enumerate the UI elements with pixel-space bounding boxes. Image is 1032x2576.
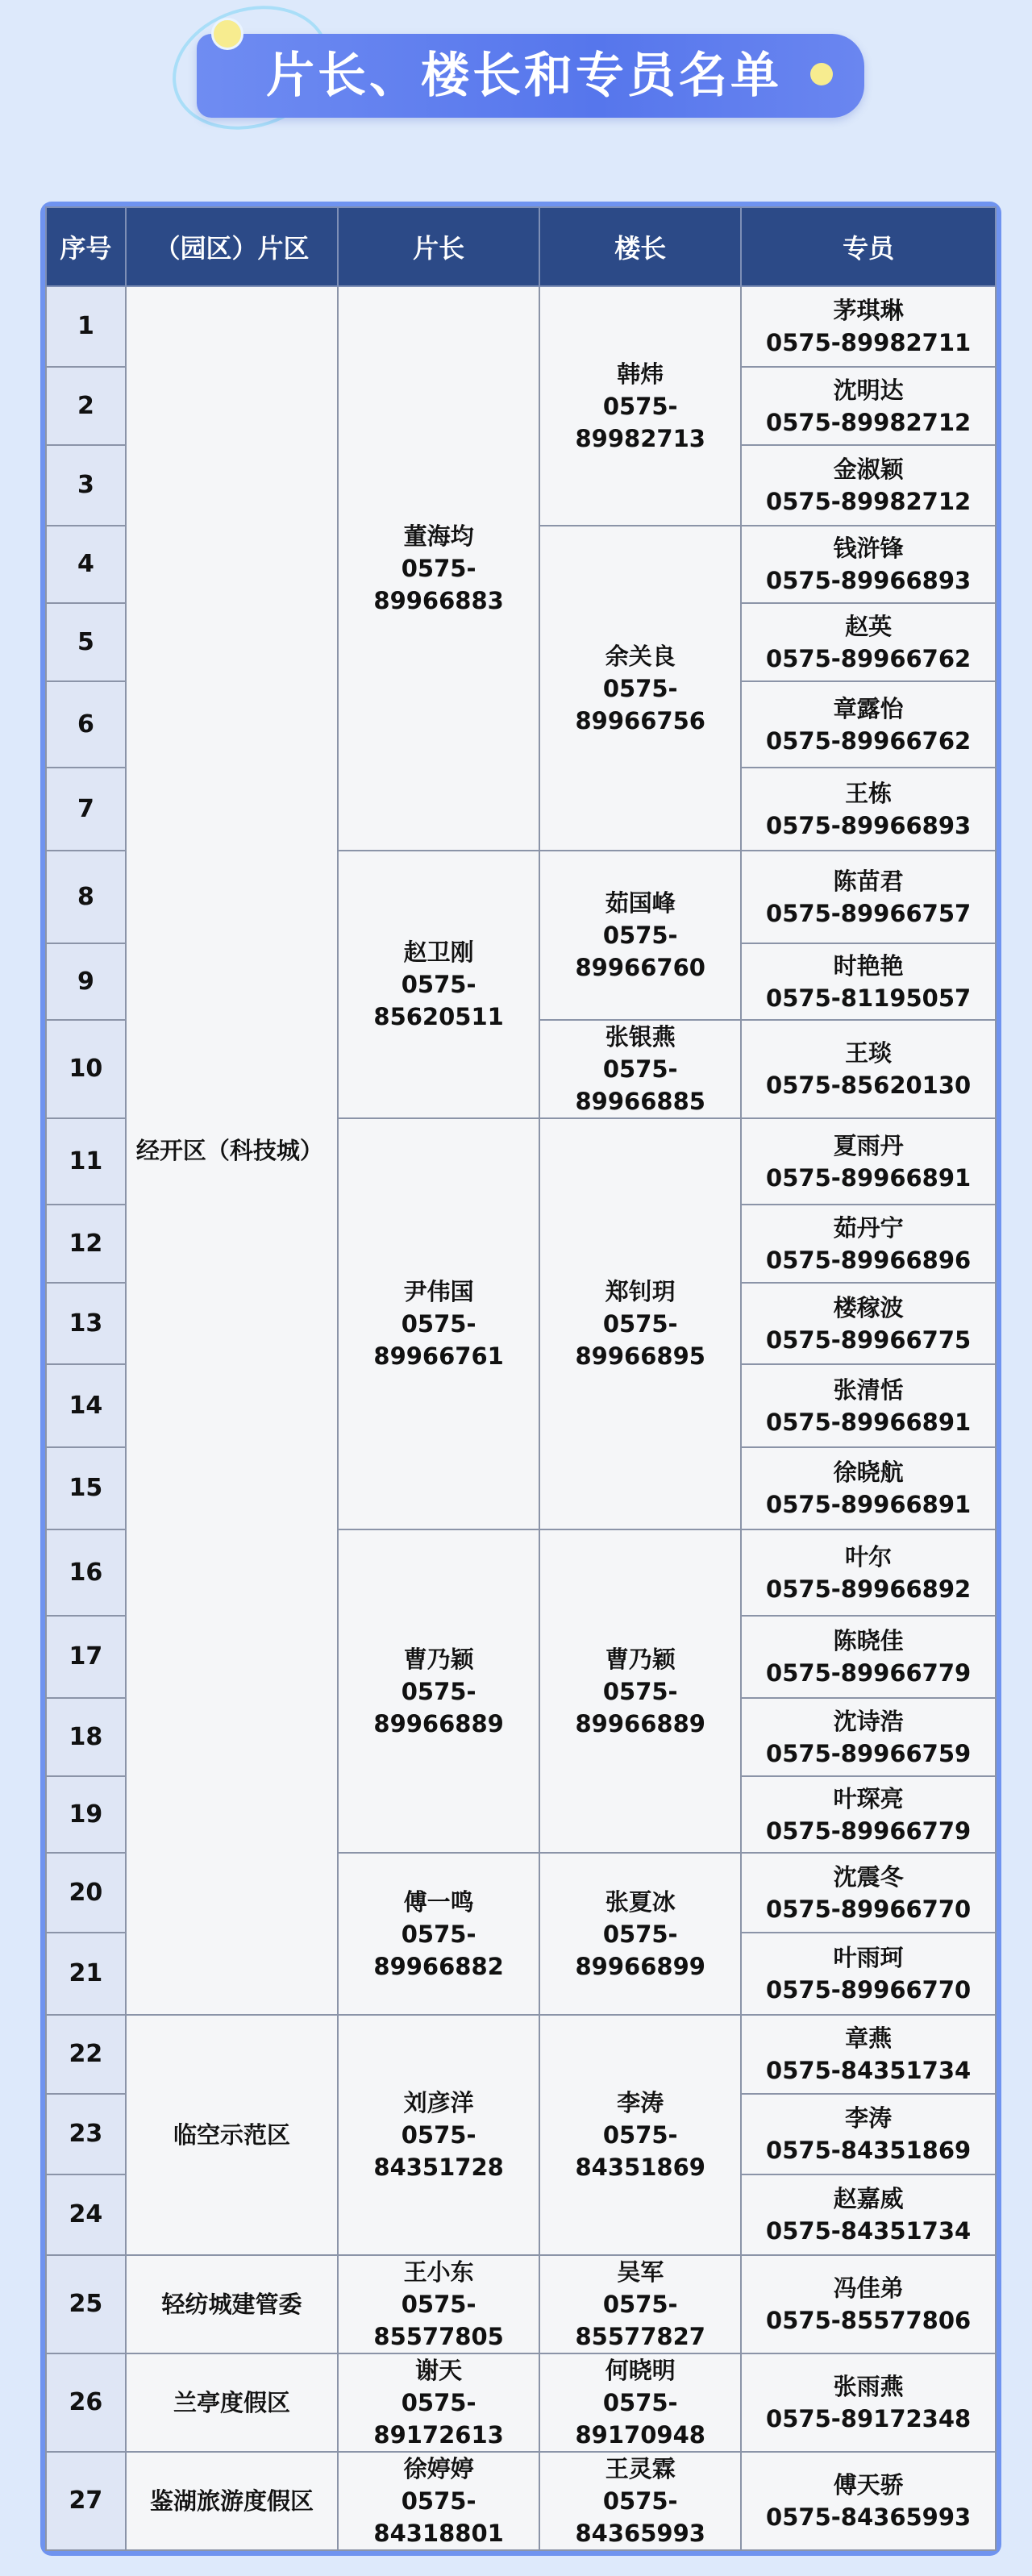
louzhang-name: 王灵霖 xyxy=(605,2455,676,2482)
louzhang-phone: 0575-84365993 xyxy=(575,2487,705,2547)
zhuanyuan-name: 冯佳弟 xyxy=(833,2274,904,2302)
louzhang-cell xyxy=(539,851,741,1020)
piance-phone: 0575-89966761 xyxy=(373,1310,504,1370)
zhuanyuan-name: 张雨燕 xyxy=(833,2373,904,2400)
piance-phone: 0575-84318801 xyxy=(373,2487,504,2547)
zhuanyuan-name: 夏雨丹 xyxy=(833,1131,904,1159)
zhuanyuan-cell xyxy=(741,681,996,768)
piance-cell xyxy=(338,2255,539,2353)
zhuanyuan-cell xyxy=(741,2015,996,2094)
louzhang-cell xyxy=(539,2353,741,2452)
louzhang-phone: 0575-89966899 xyxy=(575,1920,705,1980)
zhuanyuan-cell xyxy=(741,286,996,367)
zhuanyuan-name: 沈震冬 xyxy=(833,1862,904,1891)
table-row xyxy=(46,2015,996,2094)
row-number: 8 xyxy=(46,851,126,943)
louzhang-name: 余关良 xyxy=(605,642,676,670)
piance-name: 刘彦洋 xyxy=(403,2089,474,2116)
zhuanyuan-phone: 0575-89966757 xyxy=(766,899,972,927)
zhuanyuan-cell xyxy=(741,851,996,943)
row-number: 27 xyxy=(46,2452,126,2550)
zhuanyuan-phone: 0575-84351734 xyxy=(766,2217,972,2245)
zhuanyuan-phone: 0575-84351869 xyxy=(766,2137,972,2164)
row-number: 23 xyxy=(46,2094,126,2174)
row-number: 22 xyxy=(46,2015,126,2094)
louzhang-name: 张银燕 xyxy=(605,1023,676,1051)
louzhang-phone: 0575-89982713 xyxy=(575,392,705,452)
area-name: 临空示范区 xyxy=(173,2121,290,2149)
zhuanyuan-phone: 0575-89966893 xyxy=(766,567,972,594)
zhuanyuan-name: 沈明达 xyxy=(833,376,904,404)
louzhang-phone: 0575-85577827 xyxy=(575,2291,705,2350)
piance-name: 谢天 xyxy=(415,2357,463,2384)
row-number: 9 xyxy=(46,943,126,1020)
louzhang-phone: 0575-89170948 xyxy=(575,2389,705,2449)
louzhang-phone: 0575-89966760 xyxy=(575,922,705,981)
louzhang-phone: 0575-89966895 xyxy=(575,1310,705,1370)
row-number: 12 xyxy=(46,1205,126,1283)
row-number: 14 xyxy=(46,1364,126,1447)
header-seq: 序号 xyxy=(46,207,126,286)
row-number: 2 xyxy=(46,367,126,445)
piance-cell xyxy=(338,1118,539,1529)
piance-phone: 0575-85620511 xyxy=(373,971,504,1030)
zhuanyuan-phone: 0575-84351734 xyxy=(766,2057,972,2084)
piance-cell xyxy=(338,1853,539,2015)
table-row xyxy=(46,286,996,367)
piance-name: 徐婷婷 xyxy=(403,2455,474,2482)
table-row xyxy=(46,2255,996,2353)
louzhang-cell xyxy=(539,526,741,851)
piance-cell xyxy=(338,2452,539,2550)
zhuanyuan-name: 楼稼波 xyxy=(833,1293,904,1321)
decorative-dot xyxy=(810,63,833,85)
zhuanyuan-phone: 0575-89982712 xyxy=(766,408,972,436)
zhuanyuan-name: 王栋 xyxy=(845,779,893,807)
piance-cell xyxy=(338,2015,539,2255)
row-number: 19 xyxy=(46,1776,126,1853)
zhuanyuan-cell xyxy=(741,1616,996,1698)
louzhang-name: 茹国峰 xyxy=(605,889,676,917)
zhuanyuan-phone: 0575-89966770 xyxy=(766,1976,972,2004)
zhuanyuan-phone: 0575-84365993 xyxy=(766,2503,972,2531)
row-number: 25 xyxy=(46,2255,126,2353)
row-number: 16 xyxy=(46,1529,126,1616)
area-name: 经开区（科技城） xyxy=(135,1137,323,1164)
page-title: 片长、楼长和专员名单 xyxy=(266,48,782,104)
zhuanyuan-cell xyxy=(741,1853,996,1933)
zhuanyuan-phone: 0575-89966775 xyxy=(766,1325,972,1354)
area-name: 鉴湖旅游度假区 xyxy=(149,2487,314,2515)
zhuanyuan-cell xyxy=(741,367,996,445)
row-number: 17 xyxy=(46,1616,126,1698)
zhuanyuan-name: 茅琪琳 xyxy=(833,297,904,324)
row-number: 15 xyxy=(46,1447,126,1529)
zhuanyuan-phone: 0575-89966891 xyxy=(766,1408,972,1436)
piance-cell xyxy=(338,286,539,851)
table-header-row xyxy=(46,207,996,286)
row-number: 21 xyxy=(46,1933,126,2015)
row-number: 13 xyxy=(46,1283,126,1364)
zhuanyuan-cell xyxy=(741,2255,996,2353)
zhuanyuan-name: 章露怡 xyxy=(833,694,904,722)
header-area: （园区）片区 xyxy=(126,207,338,286)
louzhang-phone: 0575-89966756 xyxy=(575,674,705,735)
zhuanyuan-name: 王琰 xyxy=(845,1039,893,1067)
louzhang-cell xyxy=(539,1853,741,2015)
area-cell xyxy=(126,2015,338,2255)
louzhang-cell xyxy=(539,1529,741,1853)
louzhang-name: 何晓明 xyxy=(605,2357,676,2384)
louzhang-cell xyxy=(539,1020,741,1118)
row-number: 18 xyxy=(46,1698,126,1776)
louzhang-name: 吴军 xyxy=(617,2258,664,2286)
zhuanyuan-cell xyxy=(741,943,996,1020)
zhuanyuan-phone: 0575-89966770 xyxy=(766,1895,972,1923)
row-number: 3 xyxy=(46,445,126,526)
piance-cell xyxy=(338,1529,539,1853)
row-number: 24 xyxy=(46,2174,126,2255)
decorative-dot xyxy=(211,18,243,50)
piance-phone: 0575-89966882 xyxy=(373,1920,504,1980)
zhuanyuan-name: 傅天骄 xyxy=(833,2471,904,2499)
row-number: 11 xyxy=(46,1118,126,1205)
row-number: 5 xyxy=(46,603,126,681)
header-piance: 片长 xyxy=(338,207,539,286)
zhuanyuan-name: 赵英 xyxy=(845,612,893,640)
zhuanyuan-cell xyxy=(741,1933,996,2015)
row-number: 10 xyxy=(46,1020,126,1118)
piance-name: 王小东 xyxy=(403,2258,474,2286)
zhuanyuan-cell xyxy=(741,2452,996,2550)
zhuanyuan-phone: 0575-89172348 xyxy=(766,2405,972,2432)
zhuanyuan-name: 叶雨珂 xyxy=(833,1944,904,1971)
zhuanyuan-phone: 0575-89966893 xyxy=(766,811,972,839)
zhuanyuan-phone: 0575-89966759 xyxy=(766,1739,972,1767)
zhuanyuan-phone: 0575-89966896 xyxy=(766,1246,972,1274)
zhuanyuan-cell xyxy=(741,526,996,603)
piance-phone: 0575-89172613 xyxy=(373,2389,504,2449)
zhuanyuan-name: 沈诗浩 xyxy=(833,1707,904,1735)
roster-table-card xyxy=(40,202,1001,2556)
zhuanyuan-phone: 0575-85577806 xyxy=(766,2307,972,2334)
louzhang-name: 张夏冰 xyxy=(605,1887,676,1916)
zhuanyuan-cell xyxy=(741,1364,996,1447)
zhuanyuan-cell xyxy=(741,2174,996,2255)
louzhang-phone: 0575-84351869 xyxy=(575,2121,705,2181)
zhuanyuan-name: 时艳艳 xyxy=(833,951,904,980)
zhuanyuan-name: 陈苗君 xyxy=(833,867,904,895)
row-number: 4 xyxy=(46,526,126,603)
zhuanyuan-cell xyxy=(741,2353,996,2452)
louzhang-name: 曹乃颖 xyxy=(605,1645,676,1673)
area-cell xyxy=(126,2353,338,2452)
zhuanyuan-cell xyxy=(741,1698,996,1776)
louzhang-name: 李涛 xyxy=(617,2089,664,2116)
row-number: 7 xyxy=(46,768,126,851)
zhuanyuan-name: 钱浒锋 xyxy=(833,535,904,562)
zhuanyuan-name: 张清恬 xyxy=(833,1375,904,1404)
piance-phone: 0575-85577805 xyxy=(373,2291,504,2350)
louzhang-cell xyxy=(539,1118,741,1529)
zhuanyuan-phone: 0575-89966779 xyxy=(766,1659,972,1687)
piance-name: 曹乃颖 xyxy=(403,1645,474,1673)
zhuanyuan-phone: 0575-89966891 xyxy=(766,1491,972,1518)
table-row xyxy=(46,2353,996,2452)
zhuanyuan-cell xyxy=(741,1447,996,1529)
piance-phone: 0575-89966889 xyxy=(373,1677,504,1737)
zhuanyuan-name: 赵嘉威 xyxy=(833,2185,904,2212)
area-cell xyxy=(126,2255,338,2353)
louzhang-name: 郑钊玥 xyxy=(605,1278,676,1305)
zhuanyuan-name: 李涛 xyxy=(845,2104,893,2132)
piance-name: 董海均 xyxy=(403,522,474,550)
zhuanyuan-name: 叶尔 xyxy=(845,1542,893,1571)
louzhang-name: 韩炜 xyxy=(617,360,664,388)
piance-name: 傅一鸣 xyxy=(403,1887,474,1916)
zhuanyuan-cell xyxy=(741,768,996,851)
piance-cell xyxy=(338,851,539,1118)
header-zhuanyuan: 专员 xyxy=(741,207,996,286)
piance-phone: 0575-89966883 xyxy=(373,555,504,614)
louzhang-cell xyxy=(539,2015,741,2255)
header-louzhang: 楼长 xyxy=(539,207,741,286)
zhuanyuan-phone: 0575-89966762 xyxy=(766,726,972,755)
zhuanyuan-phone: 0575-89982711 xyxy=(766,329,972,356)
zhuanyuan-cell xyxy=(741,1529,996,1616)
zhuanyuan-name: 陈晓佳 xyxy=(833,1627,904,1654)
zhuanyuan-cell xyxy=(741,445,996,526)
louzhang-cell xyxy=(539,286,741,526)
zhuanyuan-name: 叶琛亮 xyxy=(833,1784,904,1812)
zhuanyuan-phone: 0575-89966892 xyxy=(766,1575,972,1603)
zhuanyuan-cell xyxy=(741,2094,996,2174)
zhuanyuan-phone: 0575-89966779 xyxy=(766,1817,972,1845)
table-row xyxy=(46,2452,996,2550)
louzhang-cell xyxy=(539,2452,741,2550)
zhuanyuan-cell xyxy=(741,1205,996,1283)
zhuanyuan-phone: 0575-89966891 xyxy=(766,1163,972,1192)
zhuanyuan-phone: 0575-89966762 xyxy=(766,644,972,672)
row-number: 6 xyxy=(46,681,126,768)
zhuanyuan-phone: 0575-85620130 xyxy=(766,1072,972,1099)
zhuanyuan-name: 徐晓航 xyxy=(833,1459,904,1486)
zhuanyuan-name: 章燕 xyxy=(845,2025,893,2052)
zhuanyuan-cell xyxy=(741,1283,996,1364)
roster-table xyxy=(45,206,997,2551)
louzhang-phone: 0575-89966885 xyxy=(575,1055,705,1115)
zhuanyuan-phone: 0575-89982712 xyxy=(766,488,972,515)
piance-name: 赵卫刚 xyxy=(403,938,474,966)
area-name: 兰亭度假区 xyxy=(173,2389,290,2416)
area-cell xyxy=(126,286,338,2015)
zhuanyuan-cell xyxy=(741,1118,996,1205)
louzhang-phone: 0575-89966889 xyxy=(575,1677,705,1737)
zhuanyuan-cell xyxy=(741,1776,996,1853)
zhuanyuan-name: 金淑颖 xyxy=(833,456,904,483)
piance-name: 尹伟国 xyxy=(403,1278,474,1305)
piance-phone: 0575-84351728 xyxy=(373,2121,504,2181)
row-number: 26 xyxy=(46,2353,126,2452)
zhuanyuan-cell xyxy=(741,603,996,681)
zhuanyuan-phone: 0575-81195057 xyxy=(766,984,972,1012)
louzhang-cell xyxy=(539,2255,741,2353)
area-name: 轻纺城建管委 xyxy=(161,2291,302,2318)
piance-cell xyxy=(338,2353,539,2452)
row-number: 1 xyxy=(46,286,126,367)
row-number: 20 xyxy=(46,1853,126,1933)
zhuanyuan-name: 茹丹宁 xyxy=(833,1213,904,1242)
zhuanyuan-cell xyxy=(741,1020,996,1118)
area-cell xyxy=(126,2452,338,2550)
